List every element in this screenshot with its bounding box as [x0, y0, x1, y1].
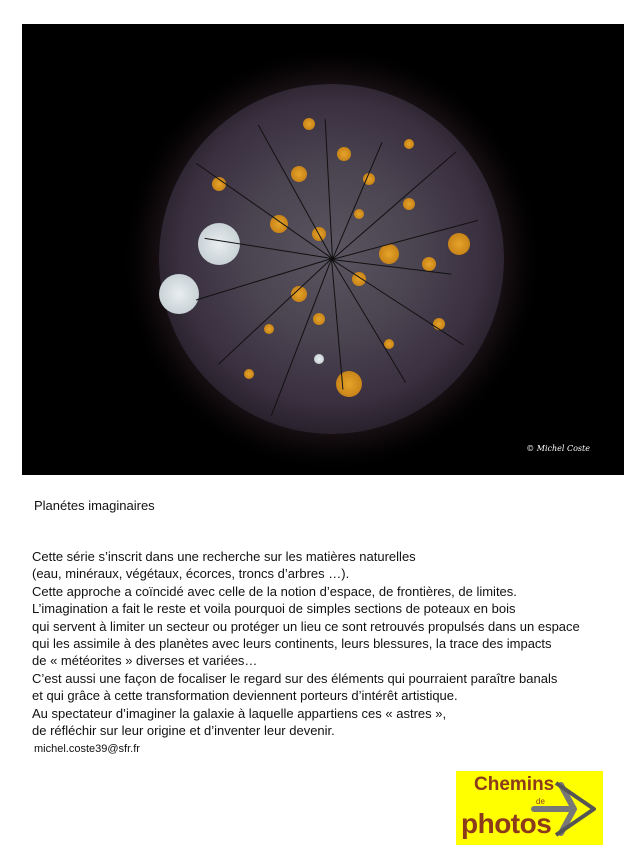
lichen-spot [336, 371, 362, 397]
lichen-spot [379, 244, 399, 264]
wood-crack [257, 125, 332, 259]
lichen-spot [404, 139, 414, 149]
body-line: (eau, minéraux, végétaux, écorces, troncs d’arbres …). [32, 566, 350, 582]
wood-crack [217, 258, 331, 364]
wood-section-planet [159, 84, 504, 434]
body-line: Cette approche a coïncidé avec celle de la notion d’espace, de frontières, de limites. [32, 583, 517, 599]
photo-copyright: © Michel Coste [526, 444, 590, 453]
logo-de: de [536, 797, 545, 806]
email-link[interactable]: michel.coste39@sfr.fr [34, 743, 140, 755]
lichen-spot [291, 166, 307, 182]
lichen-spot [448, 233, 470, 255]
lichen-spot [314, 354, 324, 364]
body-line: de réfléchir sur leur origine et d’inventer leur devenir. [32, 723, 335, 739]
body-line: qui les assimile à des planètes avec leurs continents, leurs blessures, la trace des impacts [32, 636, 552, 652]
chemins-de-photos-logo [456, 771, 603, 845]
lichen-spot [422, 257, 436, 271]
logo-line1: Chemins [474, 774, 555, 795]
page-title: Planétes imaginaires [34, 498, 155, 513]
planet-photo [22, 24, 624, 475]
body-line: Cette série s’inscrit dans une recherche sur les matières naturelles [32, 549, 416, 564]
lichen-spot [354, 209, 364, 219]
wood-crack [331, 259, 343, 390]
lichen-spot [159, 274, 199, 314]
description-text [32, 548, 580, 739]
wood-crack [324, 119, 332, 259]
body-line: Au spectateur d’imaginer la galaxie à laquelle appartiens ces « astres », [32, 705, 447, 721]
logo-line2: photos [461, 808, 552, 839]
body-line: C’est aussi une façon de focaliser le regard sur des éléments qui pourraient paraître banals [32, 670, 558, 686]
body-line: et qui grâce à cette transformation deviennent porteurs d’intérêt artistique. [32, 688, 458, 704]
body-line: qui servent à limiter un secteur ou protéger un lieu ce sont retrouvés propulsés dans un espace [32, 618, 580, 634]
lichen-spot [337, 147, 351, 161]
lichen-spot [403, 198, 415, 210]
lichen-spot [244, 369, 254, 379]
wood-crack [270, 259, 331, 416]
lichen-spot [303, 118, 315, 130]
wood-crack [331, 259, 406, 383]
lichen-spot [264, 324, 274, 334]
lichen-spot [198, 223, 240, 265]
lichen-spot [313, 313, 325, 325]
body-line: de « météorites » diverses et variées… [32, 653, 258, 669]
body-line: L’imagination a fait le reste et voila pourquoi de simples sections de poteaux en bois [32, 601, 516, 617]
